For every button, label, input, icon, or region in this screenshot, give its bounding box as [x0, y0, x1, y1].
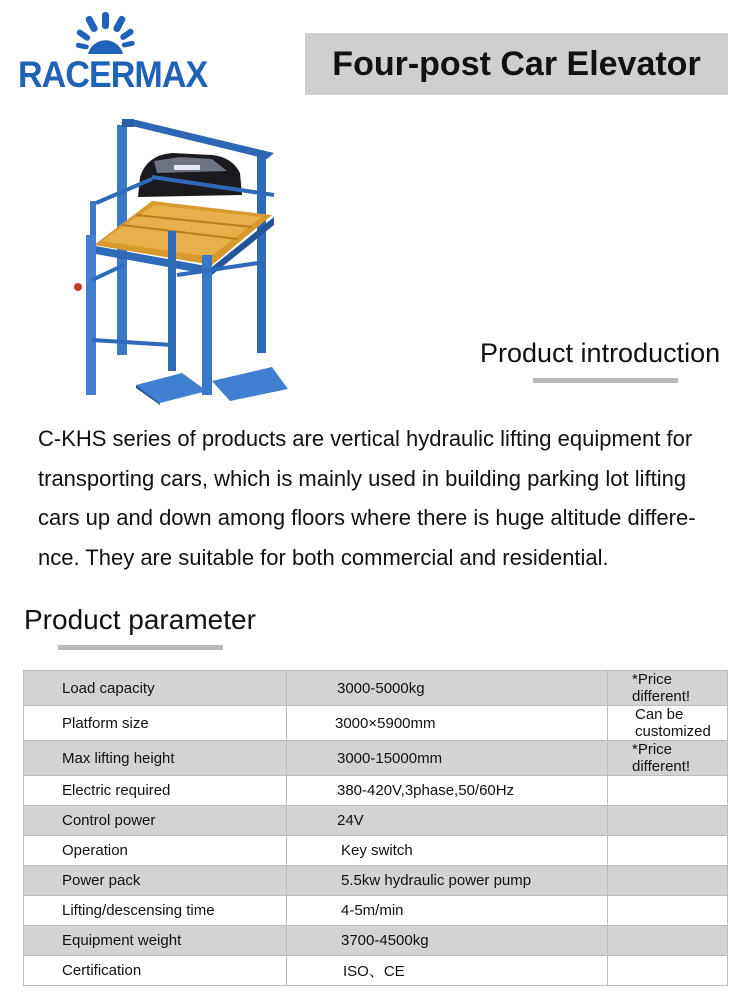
brand-wordmark: RACERMAX [18, 54, 208, 95]
param-note [608, 926, 728, 956]
param-note [608, 956, 728, 986]
table-row [24, 741, 728, 776]
table-row [24, 836, 728, 866]
param-value: Key switch [287, 836, 608, 866]
intro-underline [533, 378, 678, 383]
param-label: Power pack [24, 866, 287, 896]
page-title: Four-post Car Elevator [305, 33, 728, 95]
param-label: Max lifting height [24, 741, 287, 776]
param-label: Equipment weight [24, 926, 287, 956]
param-note [608, 896, 728, 926]
param-note: *Price different! [608, 741, 728, 776]
table-row [24, 706, 728, 741]
param-value: 3000-15000mm [287, 741, 608, 776]
param-value: 3000×5900mm [287, 706, 608, 741]
param-label: Load capacity [24, 671, 287, 706]
intro-line: transporting cars, which is mainly used in building parking lot lifting [38, 465, 687, 491]
param-note: *Price different! [608, 671, 728, 706]
param-value: 3700-4500kg [287, 926, 608, 956]
param-note [608, 866, 728, 896]
intro-heading: Product introduction [480, 338, 721, 368]
param-value: 5.5kw hydraulic power pump [287, 866, 608, 896]
brand-logo [18, 10, 208, 95]
param-value: 24V [287, 806, 608, 836]
intro-line: C-KHS series of products are vertical hydraulic lifting equipment for [38, 426, 693, 451]
parameter-table [23, 670, 728, 986]
intro-line: cars up and down among floors where there is huge altitude differe- [38, 505, 696, 530]
table-row [24, 776, 728, 806]
param-value: 380-420V,3phase,50/60Hz [287, 776, 608, 806]
param-label: Control power [24, 806, 287, 836]
param-value: 4-5m/min [287, 896, 608, 926]
parameter-underline [58, 645, 223, 650]
param-label: Lifting/descensing time [24, 896, 287, 926]
sun-rays-icon [18, 10, 193, 58]
param-note [608, 836, 728, 866]
param-note: Can be customized [608, 706, 728, 741]
intro-paragraph [38, 419, 728, 577]
param-label: Electric required [24, 776, 287, 806]
table-row [24, 806, 728, 836]
param-value: ISO、CE [287, 956, 608, 986]
intro-line: nce. They are suitable for both commercial and residential. [38, 544, 609, 570]
table-row [24, 866, 728, 896]
table-row [24, 926, 728, 956]
param-label: Operation [24, 836, 287, 866]
param-label: Certification [24, 956, 287, 986]
param-label: Platform size [24, 706, 287, 741]
param-note [608, 776, 728, 806]
param-note [608, 806, 728, 836]
car-elevator-illustration [62, 105, 302, 405]
table-row [24, 671, 728, 706]
table-row [24, 896, 728, 926]
table-row [24, 956, 728, 986]
param-value: 3000-5000kg [287, 671, 608, 706]
parameter-heading: Product parameter [24, 604, 256, 635]
